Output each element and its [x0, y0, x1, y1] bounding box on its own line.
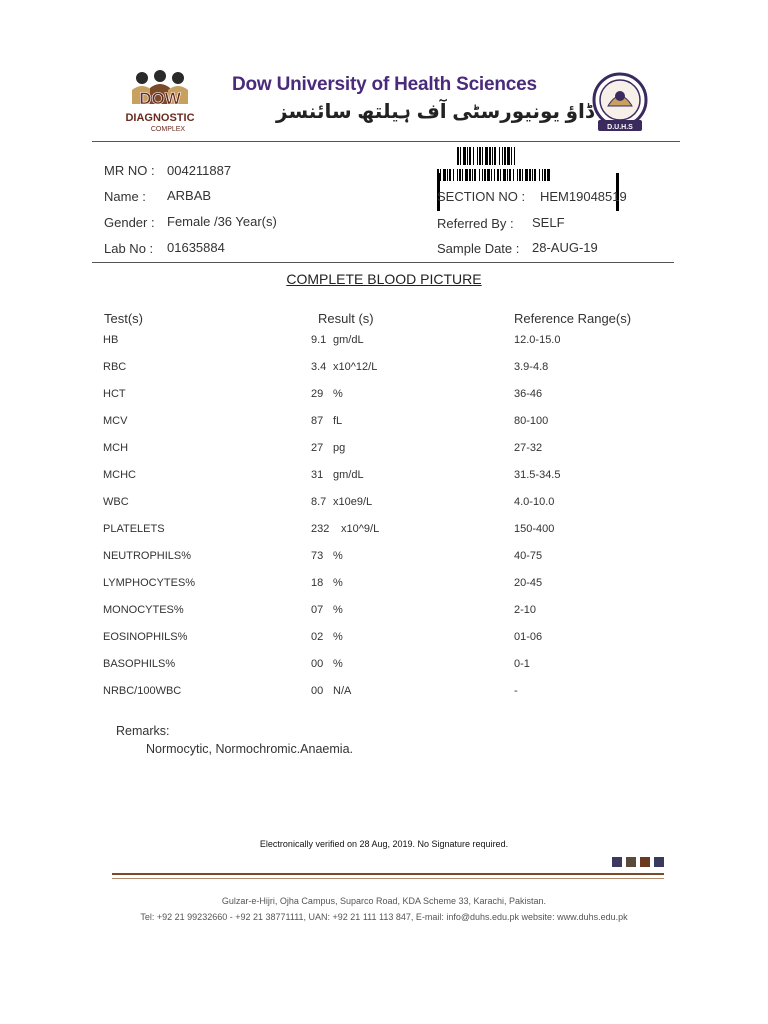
result-value: 29 [311, 388, 324, 400]
test-name: HCT [103, 388, 126, 400]
barcode-bar [479, 147, 481, 165]
result-value: 02 [311, 631, 324, 643]
mr-no-label: MR NO : [104, 163, 155, 178]
barcode-bar [547, 169, 550, 181]
remarks-text: Normocytic, Normochromic.Anaemia. [146, 742, 353, 756]
table-row [0, 658, 768, 685]
university-name-urdu: ڈاؤ یونیورسٹی آف ہیلتھ سائنسز [276, 101, 594, 123]
referred-by-value: SELF [532, 215, 565, 230]
barcode-bar [529, 169, 531, 181]
barcode-bar [504, 147, 506, 165]
barcode-bar [477, 147, 478, 165]
barcode-bar [487, 169, 490, 181]
reference-range: - [514, 685, 518, 697]
barcode-bar [484, 169, 486, 181]
result-unit: % [333, 388, 343, 400]
barcode-bar [473, 147, 474, 165]
test-name: LYMPHOCYTES% [103, 577, 196, 589]
report-title-text: COMPLETE BLOOD PICTURE [286, 271, 482, 287]
reference-range: 12.0-15.0 [514, 334, 561, 346]
remarks-label: Remarks: [116, 724, 170, 738]
test-name: PLATELETS [103, 523, 165, 535]
result-value: 87 [311, 415, 324, 427]
barcode-bar [499, 147, 500, 165]
reference-range: 150-400 [514, 523, 555, 535]
result-unit: gm/dL [333, 469, 364, 481]
table-row [0, 550, 768, 577]
table-row [0, 631, 768, 658]
reference-range: 3.9-4.8 [514, 361, 549, 373]
result-unit: x10e9/L [333, 496, 373, 508]
result-unit: % [333, 604, 343, 616]
footer-address: Gulzar-e-Hijri, Ojha Campus, Suparco Road, KDA Scheme 33, Karachi, Pakistan. [221, 896, 547, 906]
reference-range: 80-100 [514, 415, 549, 427]
barcode-bar [522, 169, 523, 181]
barcode-bar [447, 169, 448, 181]
logo-complex-text: COMPLEX [150, 126, 186, 133]
lab-no-label: Lab No : [104, 241, 154, 256]
barcode-bar [494, 147, 496, 165]
result-value: 00 [311, 658, 324, 670]
result-unit: % [333, 658, 343, 670]
test-name: NEUTROPHILS% [103, 550, 192, 562]
table-row [0, 577, 768, 604]
barcode-bar [544, 169, 546, 181]
reference-range: 2-10 [514, 604, 537, 616]
result-value: 9.1 [311, 334, 327, 346]
table-row [0, 604, 768, 631]
table-row [0, 469, 768, 496]
reference-range: 27-32 [514, 442, 543, 454]
reference-range: 20-45 [514, 577, 543, 589]
sample-date-label: Sample Date : [437, 241, 520, 256]
reference-range: 40-75 [514, 550, 543, 562]
result-value: 18 [311, 577, 324, 589]
footer-divider-thin [112, 878, 664, 879]
report-title [0, 271, 768, 287]
result-unit: % [333, 550, 343, 562]
result-value: 8.7 [311, 496, 327, 508]
barcode-bar [507, 169, 508, 181]
test-name: RBC [103, 361, 127, 373]
barcode-bar [463, 147, 466, 165]
square-icon [612, 857, 622, 867]
sample-date-value: 28-AUG-19 [532, 240, 598, 255]
logo-diagnostic-text: DIAGNOSTIC [125, 112, 195, 124]
barcode-bar [502, 147, 503, 165]
name-label: Name : [104, 189, 146, 204]
test-name: MCHC [103, 469, 136, 481]
test-name: EOSINOPHILS% [103, 631, 188, 643]
square-icon [640, 857, 650, 867]
section-no-value: HEM19048519 [540, 189, 627, 204]
column-header-reference: Reference Range(s) [514, 311, 632, 326]
barcode-bar [511, 147, 512, 165]
footer-contact: Tel: +92 21 99232660 - +92 21 38771111, UAN: +92 21 111 113 847, E-mail: info@duhs.edu.pk website: www.duhs.edu.pk [140, 912, 628, 922]
barcode-bar [497, 169, 499, 181]
barcode-bar [503, 169, 506, 181]
barcode-bar [482, 147, 483, 165]
barcode-bar [449, 169, 451, 181]
header-divider [92, 141, 680, 142]
barcode-bar [469, 147, 471, 165]
barcode-bar [457, 169, 458, 181]
dow-diagnostic-logo [120, 70, 204, 136]
barcode-bar [513, 169, 514, 181]
table-row [0, 496, 768, 523]
gender-label: Gender : [104, 215, 155, 230]
result-unit: x10^9/L [341, 523, 380, 535]
barcode-bar [457, 147, 459, 165]
barcode-bar [500, 169, 501, 181]
lab-no-value: 01635884 [167, 240, 225, 255]
name-value: ARBAB [167, 188, 212, 203]
barcode-bar [525, 169, 528, 181]
table-row [0, 334, 768, 361]
test-name: MONOCYTES% [103, 604, 184, 616]
duhs-seal-logo [584, 72, 656, 136]
barcode-bar [492, 147, 493, 165]
result-unit: % [333, 577, 343, 589]
barcode-bar [462, 169, 463, 181]
mr-no-value: 004211887 [167, 163, 232, 178]
table-row [0, 388, 768, 415]
square-icon [654, 857, 664, 867]
referred-by-label: Referred By : [437, 216, 514, 231]
result-value: 31 [311, 469, 324, 481]
barcode-bar [514, 147, 515, 165]
result-unit: gm/dL [333, 334, 364, 346]
barcode-bar [479, 169, 480, 181]
reference-range: 0-1 [514, 658, 530, 670]
reference-range: 4.0-10.0 [514, 496, 555, 508]
test-name: MCH [103, 442, 129, 454]
info-divider [92, 262, 674, 263]
square-icon [626, 857, 636, 867]
footer-divider [112, 873, 664, 875]
table-row [0, 685, 768, 712]
seal-text: D.U.H.S [607, 124, 633, 131]
test-name: HB [103, 334, 119, 346]
barcode-bar [485, 147, 488, 165]
barcode-bar [443, 169, 446, 181]
result-unit: pg [333, 442, 346, 454]
university-name: Dow University of Health Sciences [232, 74, 537, 95]
barcode-bar [469, 169, 471, 181]
barcode-bar [440, 169, 441, 181]
reference-range: 31.5-34.5 [514, 469, 561, 481]
barcode-bar [489, 147, 491, 165]
result-unit: % [333, 631, 343, 643]
logo-dow-text: DOW [139, 89, 181, 108]
barcode-bar [532, 169, 533, 181]
barcode-bar [494, 169, 495, 181]
section-no-label: SECTION NO : [437, 189, 526, 204]
barcode-bar [491, 169, 492, 181]
result-value: 27 [311, 442, 324, 454]
test-name: BASOPHILS% [103, 658, 176, 670]
decorative-squares [612, 857, 664, 867]
gender-value: Female /36 Year(s) [167, 214, 277, 229]
result-unit: x10^12/L [333, 361, 378, 373]
test-name: MCV [103, 415, 128, 427]
result-unit: N/A [333, 685, 352, 697]
reference-range: 36-46 [514, 388, 543, 400]
barcode-bar [482, 169, 483, 181]
barcode-bar [472, 169, 473, 181]
test-name: NRBC/100WBC [103, 685, 182, 697]
barcode-bar [465, 169, 468, 181]
barcode-bar [474, 169, 476, 181]
column-header-result: Result (s) [318, 311, 374, 326]
barcode-bar [539, 169, 540, 181]
verification-note: Electronically verified on 28 Aug, 2019. No Signature required. [259, 839, 509, 849]
result-value: 3.4 [311, 361, 327, 373]
barcode-bar [519, 169, 521, 181]
barcode-bar [517, 169, 518, 181]
table-row [0, 523, 768, 550]
result-value: 232 [311, 523, 330, 535]
table-row [0, 361, 768, 388]
column-header-test: Test(s) [104, 311, 143, 326]
barcode-bar [459, 169, 461, 181]
table-row [0, 442, 768, 469]
test-name: WBC [103, 496, 129, 508]
barcode-bar [507, 147, 510, 165]
result-value: 07 [311, 604, 324, 616]
result-value: 00 [311, 685, 324, 697]
barcode-bar [460, 147, 461, 165]
barcode-bar [542, 169, 543, 181]
barcode-bar [534, 169, 536, 181]
barcode-bar [453, 169, 454, 181]
result-value: 73 [311, 550, 324, 562]
result-unit: fL [333, 415, 343, 427]
table-row [0, 415, 768, 442]
reference-range: 01-06 [514, 631, 543, 643]
barcode-bar [467, 147, 468, 165]
barcode-bar [509, 169, 511, 181]
